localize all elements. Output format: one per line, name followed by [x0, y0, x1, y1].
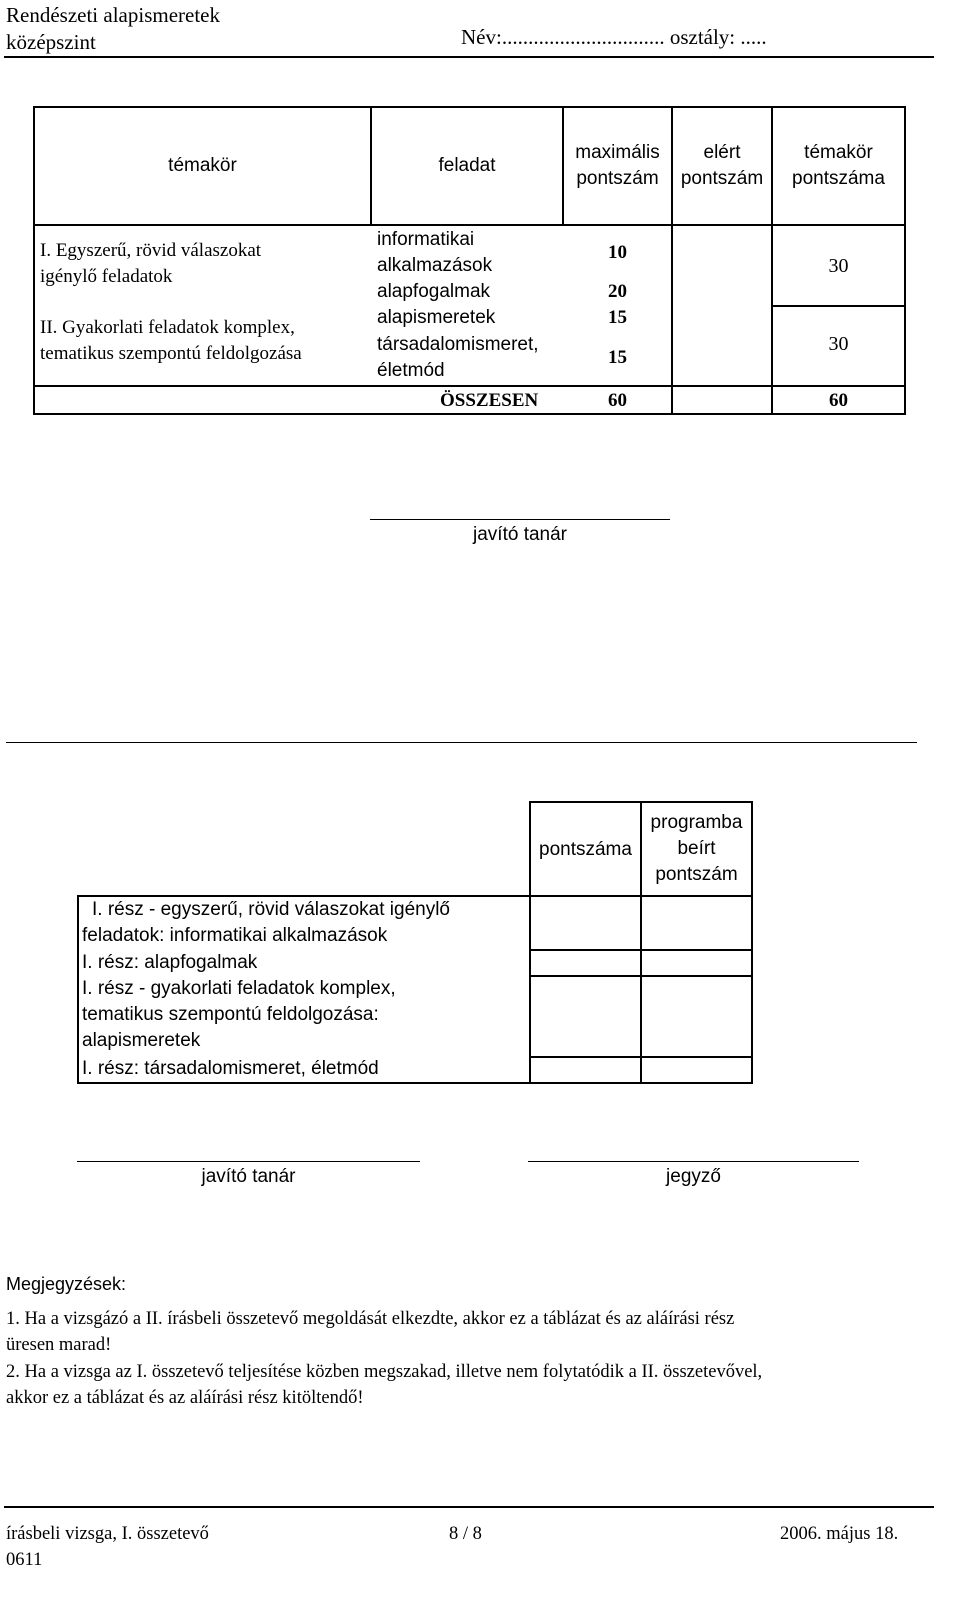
- header-max-points: maximális pontszám: [575, 142, 660, 189]
- signature-line-right: [528, 1161, 859, 1162]
- program-row-2: I. rész: alapfogalmak: [82, 952, 258, 973]
- topic-2-points: 30: [828, 333, 849, 355]
- program-row-4: I. rész: társadalomismeret, életmód: [82, 1058, 379, 1079]
- topic-2: II. Gyakorlati feladatok komplex, tematikus szempontú feldolgozása: [40, 317, 302, 364]
- header-task: feladat: [438, 155, 496, 176]
- max-row-4: 15: [608, 347, 627, 368]
- task-row-3: alapismeretek: [377, 307, 496, 328]
- topic-1: I. Egyszerű, rövid válaszokat igénylő feladatok: [40, 240, 262, 287]
- header-achieved: elért pontszám: [680, 142, 764, 189]
- header-subject-line2: középszint: [6, 30, 96, 54]
- footer-exam: írásbeli vizsga, I. összetevő 0611: [6, 1524, 209, 1570]
- footer-rule: [4, 1506, 934, 1508]
- footer-date: 2006. május 18.: [780, 1524, 899, 1544]
- task-row-4: társadalomismeret, életmód: [377, 334, 539, 381]
- signature-label-right: jegyző: [666, 1166, 721, 1187]
- header-name-class: Név:............................... osztály: .....: [461, 25, 767, 49]
- note-2: 2. Ha a vizsga az I. összetevő teljesítése közben megszakad, illetve nem folytatódik a II. összetevővel, akkor ez a táblázat és az aláírási rész kitöltendő!: [6, 1362, 763, 1408]
- notes-title: Megjegyzések:: [6, 1274, 127, 1294]
- task-row-2: alapfogalmak: [377, 281, 491, 302]
- max-row-3: 15: [608, 307, 627, 328]
- max-row-1: 10: [608, 242, 627, 263]
- total-topic: 60: [829, 390, 848, 411]
- footer-page: 8 / 8: [449, 1524, 482, 1544]
- signature-line-left: [77, 1161, 420, 1162]
- section-separator: [6, 742, 917, 743]
- signature-label-left: javító tanár: [201, 1166, 296, 1187]
- program-header-points: pontszáma: [539, 839, 632, 860]
- header-subject-line1: Rendészeti alapismeretek: [6, 3, 220, 27]
- total-max: 60: [608, 390, 627, 411]
- header-topic-points: témakör pontszáma: [792, 142, 885, 189]
- program-header-entered: programba beírt pontszám: [650, 812, 743, 885]
- program-row-1: I. rész - egyszerű, rövid válaszokat igénylő feladatok: informatikai alkalmazások: [82, 899, 450, 946]
- program-row-3: I. rész - gyakorlati feladatok komplex, tematikus szempontú feldolgozása: alapismeretek: [82, 978, 396, 1051]
- max-row-2: 20: [608, 281, 627, 302]
- topic-1-points: 30: [828, 255, 849, 277]
- header-rule: [4, 56, 934, 58]
- signature-line-1: [370, 519, 670, 520]
- total-label: ÖSSZESEN: [440, 390, 539, 411]
- signature-label-1: javító tanár: [473, 524, 567, 545]
- header-subject: [6, 2, 220, 56]
- note-1: 1. Ha a vizsgázó a II. írásbeli összetevő megoldását elkezdte, akkor ez a táblázat és az aláírási rész üresen marad!: [6, 1309, 735, 1355]
- task-row-1: informatikai alkalmazások: [377, 229, 493, 276]
- header-topic: témakör: [168, 155, 237, 176]
